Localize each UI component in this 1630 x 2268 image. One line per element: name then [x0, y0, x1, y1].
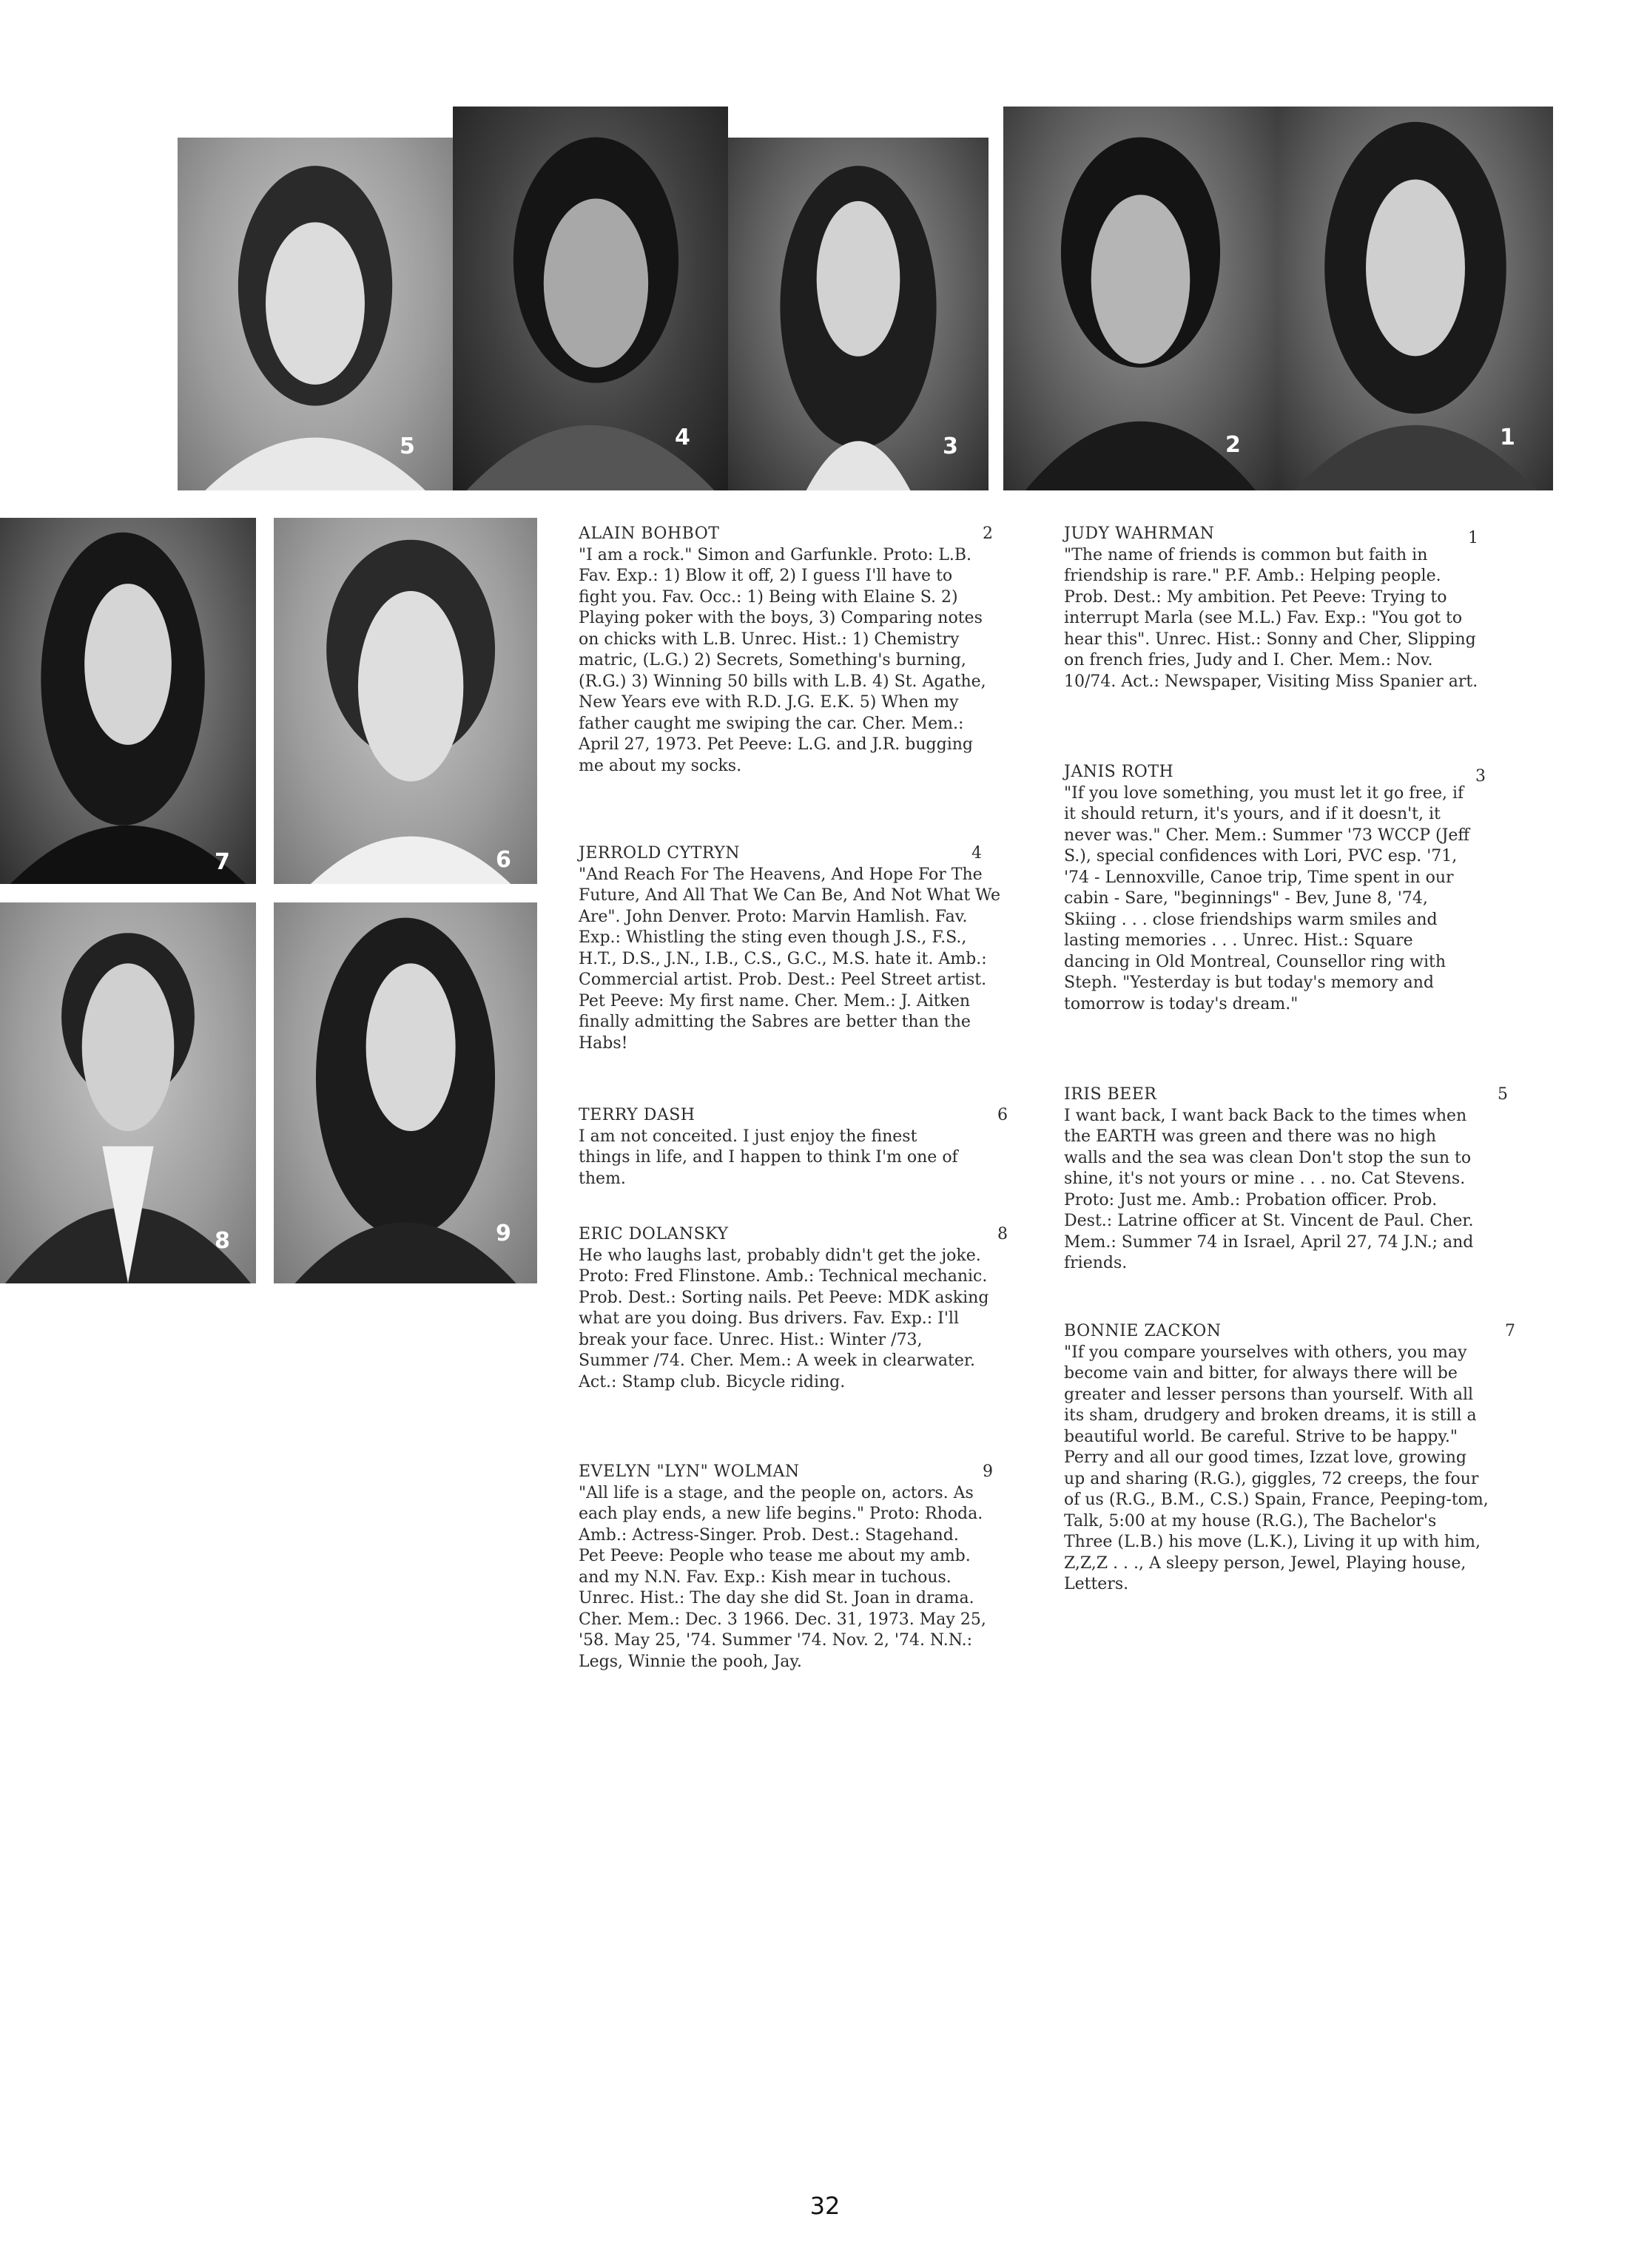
entry-name: EVELYN "LYN" WOLMAN	[579, 1462, 800, 1481]
entry-text: "The name of friends is common but faith in friendship is rare." P.F. Amb.: Helping people. Prob. Dest.: My ambition. Pet Peeve: Trying to interrupt Marla (see M.L.) Fav. Exp.: "You got to hear this". Unrec. Hist.: Sonny and Cher, Slipping on french fries, Judy and I. Cher. Mem.: Nov. 10/74. Act.: Newspaper, Visiting Miss Spanier art.	[1064, 545, 1478, 691]
entry-text: "If you compare yourselves with others, you may become vain and bitter, for always there will be greater and lesser persons than yourself. With all its sham, drudgery and broken dreams, it is still a beautiful world. Be careful. Strive to be happy." Perry and all our good times, Izzat love, growing up and sharing (R.G.), giggles, 72 creeps, the four of us (R.G., B.M., C.S.) Spain, France, Peeping-tom, Talk, 5:00 at my house (R.G.), The Bachelor's Three (L.B.) his move (L.K.), Living it up with him, Z,Z,Z . . ., A sleepy person, Jewel, Playing house, Letters.	[1064, 1343, 1489, 1593]
photo-eric-dolansky	[0, 902, 256, 1283]
entry-number: 1	[1468, 529, 1478, 547]
entry-name: BONNIE ZACKON	[1064, 1322, 1222, 1340]
photo-iris-beer	[178, 138, 453, 490]
photo-number: 2	[1225, 432, 1241, 458]
entry-jerrold-cytryn	[579, 843, 1004, 1054]
photo-number: 9	[496, 1221, 511, 1246]
portrait-silhouette-icon	[0, 518, 256, 884]
entry-eric-dolansky	[579, 1224, 1015, 1393]
page-number: 32	[809, 2192, 841, 2220]
entry-number: 3	[1475, 767, 1486, 786]
entry-text: He who laughs last, probably didn't get the joke. Proto: Fred Flinstone. Amb.: Technical mechanic. Prob. Dest.: Sorting nails. Pet Peeve: MDK asking what are you doing. Bus drivers. Fav. Exp.: I'll break your face. Unrec. Hist.: Winter /73, Summer /74. Cher. Mem.: A week in clearwater. Act.: Stamp club. Bicycle riding.	[579, 1246, 989, 1391]
entry-judy-wahrman	[1064, 524, 1478, 692]
portrait-silhouette-icon	[0, 902, 256, 1283]
entry-number: 9	[983, 1462, 993, 1481]
entry-number: 6	[997, 1106, 1008, 1124]
photo-alain-bohbot	[1003, 107, 1278, 490]
entry-text: "And Reach For The Heavens, And Hope For The Future, And All That We Can Be, And Not What We Are". John Denver. Proto: Marvin Hamlish. Fav. Exp.: Whistling the sting even though J.S., F.S., H.T., D.S., J.N., I.B., C.S., G.C., M.S. hate it. Amb.: Commercial artist. Prob. Dest.: Peel Street artist. Pet Peeve: My first name. Cher. Mem.: J. Aitken finally admitting the Sabres are better than the Habs!	[579, 865, 1000, 1053]
entry-name: JERROLD CYTRYN	[579, 844, 740, 863]
entry-terry-dash	[579, 1105, 1015, 1189]
photo-number: 5	[400, 433, 415, 459]
entry-number: 8	[997, 1225, 1008, 1243]
photo-number: 3	[943, 433, 958, 459]
entry-number: 5	[1498, 1085, 1508, 1104]
entry-name: JANIS ROTH	[1064, 763, 1174, 781]
photo-bonnie-zackon	[0, 518, 256, 884]
entry-text: "If you love something, you must let it go free, if it should return, it's yours, and if it doesn't, it never was." Cher. Mem.: Summer '73 WCCP (Jeff S.), special confidences with Lori, PVC esp. '71, '74 - Lennoxville, Canoe trip, Time spent in our cabin - Sare, "beginnings" - Bev, June 8, '74, Skiing . . . close friendships warm smiles and lasting memories . . . Unrec. Hist.: Square dancing in Old Montreal, Counsellor ring with Steph. "Yesterday is but today's memory and tomorrow is today's dream."	[1064, 783, 1470, 1013]
photo-number: 6	[496, 847, 511, 873]
entry-text: "I am a rock." Simon and Garfunkle. Proto: L.B. Fav. Exp.: 1) Blow it off, 2) I guess I'll have to fight you. Fav. Occ.: 1) Being with Elaine S. 2) Playing poker with the boys, 3) Comparing notes on chicks with L.B. Unrec. Hist.: 1) Chemistry matric, (L.G.) 2) Secrets, Something's burning, (R.G.) 3) Winning 50 bills with L.B. 4) St. Agathe, New Years eve with R.D. J.G. E.K. 5) When my father caught me swiping the car. Cher. Mem.: April 27, 1973. Pet Peeve: L.G. and J.R. bugging me about my socks.	[579, 545, 986, 775]
photo-evelyn-wolman	[274, 902, 537, 1283]
entry-number: 7	[1505, 1322, 1515, 1340]
photo-number: 7	[215, 849, 230, 875]
photo-number: 8	[215, 1228, 230, 1254]
entry-name: ALAIN BOHBOT	[579, 524, 720, 543]
entry-evelyn-wolman	[579, 1462, 1008, 1673]
entry-text: I want back, I want back Back to the times when the EARTH was green and there was no high walls and the sea was clean Don't stop the sun to shine, it's not yours or mine . . . no. Cat Stevens. Proto: Just me. Amb.: Probation officer. Prob. Dest.: Latrine officer at St. Vincent de Paul. Cher. Mem.: Summer 74 in Israel, April 27, 74 J.N.; and friends.	[1064, 1106, 1474, 1272]
photo-janis-roth	[728, 138, 989, 490]
entry-iris-beer	[1064, 1084, 1508, 1275]
entry-name: ERIC DOLANSKY	[579, 1225, 729, 1243]
entry-janis-roth	[1064, 762, 1486, 1015]
entry-bonnie-zackon	[1064, 1321, 1515, 1596]
photo-number: 4	[675, 425, 690, 450]
entry-alain-bohbot	[579, 524, 993, 777]
entry-name: JUDY WAHRMAN	[1064, 524, 1215, 543]
photo-jerrold-cytryn	[453, 107, 728, 490]
entry-name: TERRY DASH	[579, 1106, 696, 1124]
portrait-silhouette-icon	[274, 518, 537, 884]
entry-number: 2	[983, 524, 993, 543]
entry-number: 4	[971, 844, 982, 863]
entry-text: "All life is a stage, and the people on, actors. As each play ends, a new life begins." Proto: Rhoda. Amb.: Actress-Singer. Prob. Dest.: Stagehand. Pet Peeve: People who tease me about my amb. and my N.N. Fav. Exp.: Kish mear in tuchous. Unrec. Hist.: The day she did St. Joan in drama. Cher. Mem.: Dec. 3 1966. Dec. 31, 1973. May 25, '58. May 25, '74. Summer '74. Nov. 2, '74. N.N.: Legs, Winnie the pooh, Jay.	[579, 1483, 986, 1671]
entry-name: IRIS BEER	[1064, 1085, 1157, 1104]
photo-number: 1	[1500, 425, 1515, 450]
photo-terry-dash	[274, 518, 537, 884]
photo-judy-wahrman	[1278, 107, 1553, 490]
entry-text: I am not conceited. I just enjoy the finest things in life, and I happen to think I'm one of them.	[579, 1127, 958, 1188]
